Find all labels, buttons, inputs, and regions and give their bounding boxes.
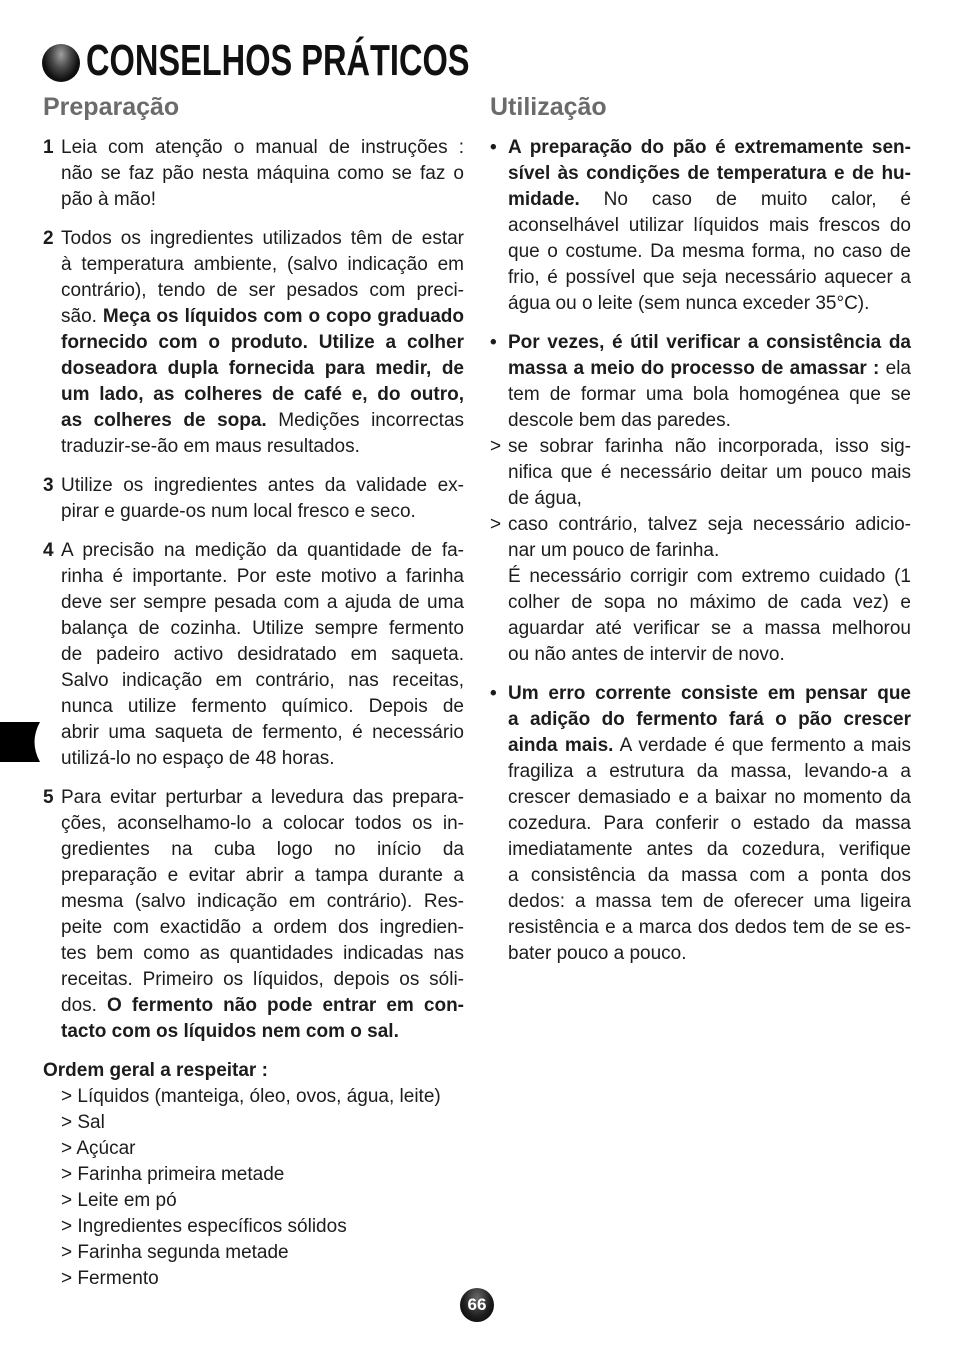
text-run: cozedura. Para conferir o estado da massa	[508, 813, 911, 834]
order-list-item: > Farinha segunda metade	[61, 1242, 289, 1263]
order-list-item: > Fermento	[61, 1268, 159, 1289]
text-run: traduzir-se-ão em maus resultados.	[61, 436, 360, 457]
sub-point	[490, 434, 911, 512]
numbered-step	[43, 135, 464, 213]
text-line	[61, 382, 464, 408]
step-number: 4	[43, 540, 54, 561]
step-number: 5	[43, 787, 54, 808]
text-line	[61, 330, 464, 356]
text-run: à temperatura ambiente, (salvo indicação em	[61, 254, 464, 275]
text-run: nar um pouco de farinha.	[508, 540, 720, 561]
preparation-heading: Preparação	[43, 93, 180, 121]
bold-text-run: Meça os líquidos com o copo graduado	[102, 306, 464, 327]
text-run: aconselhável utilizar líquidos mais frescos do	[508, 215, 911, 236]
text-line	[61, 863, 464, 889]
text-run: A precisão na medição da quantidade de fa-	[61, 540, 464, 561]
order-list-item: > Sal	[61, 1112, 105, 1133]
text-line	[61, 746, 464, 772]
text-line	[61, 499, 464, 525]
tip-bullet	[490, 330, 911, 668]
text-run: Leia com atenção o manual de instruções :	[61, 137, 464, 158]
order-heading: Ordem geral a respeitar :	[43, 1060, 268, 1081]
text-line	[61, 941, 464, 967]
preparation-steps	[43, 135, 464, 1045]
text-run: dedos: a massa tem de oferecer uma ligeira	[508, 891, 911, 912]
text-line	[61, 720, 464, 746]
text-run: nunca utilize fermento químico. Depois de	[61, 696, 464, 717]
text-run: receitas. Primeiro os líquidos, depois os sóli-	[61, 969, 464, 990]
bold-text-run: tacto com os líquidos nem com o sal.	[61, 1021, 399, 1042]
text-line	[508, 434, 911, 460]
text-run: crescer demasiado e a baixar no momento da	[508, 787, 911, 808]
bold-text-run: fornecido com o produto. Utilize a colher	[61, 332, 464, 353]
text-line	[61, 135, 464, 161]
text-line	[508, 265, 911, 291]
text-run: Para evitar perturbar a levedura das prepara-	[61, 787, 464, 808]
numbered-step	[43, 226, 464, 460]
text-line	[508, 642, 911, 668]
text-line	[508, 941, 911, 967]
blank-marker	[490, 564, 508, 590]
text-run: mesma (salvo indicação em contrário). Res-	[61, 891, 464, 912]
bold-text-run: ainda mais.	[508, 735, 614, 756]
text-line	[61, 161, 464, 187]
bold-text-run: doseadora dupla fornecida para medir, de	[61, 358, 464, 379]
text-run: fragiliza a estrutura da massa, levando-a a	[508, 761, 911, 782]
text-line	[508, 889, 911, 915]
text-line	[61, 694, 464, 720]
step-number: 1	[43, 137, 54, 158]
step-number: 3	[43, 475, 54, 496]
order-list-item: > Líquidos (manteiga, óleo, ovos, água, leite)	[61, 1086, 441, 1107]
text-line	[61, 187, 464, 213]
usage-heading: Utilização	[490, 93, 607, 121]
usage-column	[490, 135, 911, 980]
text-line	[508, 291, 911, 317]
text-run: são.	[61, 306, 103, 327]
text-line	[61, 590, 464, 616]
text-line	[508, 616, 911, 642]
sub-point	[490, 512, 911, 564]
order-list-item: > Leite em pó	[61, 1190, 177, 1211]
text-run: balança de cozinha. Utilize sempre fermento	[61, 618, 464, 639]
step-text	[61, 135, 464, 213]
text-line	[508, 356, 911, 382]
text-line	[61, 473, 464, 499]
text-run: de água,	[508, 488, 582, 509]
text-line	[61, 642, 464, 668]
tip-bullet	[490, 135, 911, 317]
text-run: se sobrar farinha não incorporada, isso sig-	[508, 436, 911, 457]
text-run: No caso de muito calor, é	[579, 189, 911, 210]
bold-text-run: A preparação do pão é extremamente sen-	[508, 137, 911, 158]
text-line	[508, 837, 911, 863]
text-run: tes bem como as quantidades indicadas nas	[61, 943, 464, 964]
text-line	[508, 759, 911, 785]
text-line	[508, 538, 911, 564]
text-line	[61, 811, 464, 837]
text-run: rinha é importante. Por este motivo a farinha	[61, 566, 464, 587]
tip-bullet	[490, 681, 911, 967]
bold-text-run: O fermento não pode entrar em con-	[106, 995, 464, 1016]
text-line	[61, 564, 464, 590]
text-run: nifica que é necessário deitar um pouco mais	[508, 462, 911, 483]
text-run: Todos os ingredientes utilizados têm de estar	[61, 228, 464, 249]
text-run: ela	[879, 358, 911, 379]
bold-text-run: midade.	[508, 189, 580, 210]
page-number-badge	[460, 1288, 494, 1322]
text-run: colher de sopa no máximo de cada vez) e	[508, 592, 911, 613]
text-run: a consistência da massa com a ponta dos	[508, 865, 911, 886]
text-run: pirar e guarde-os num local fresco e seco.	[61, 501, 416, 522]
text-line	[508, 915, 911, 941]
text-line	[508, 187, 911, 213]
text-line	[61, 252, 464, 278]
text-run: utilizá-lo no espaço de 48 horas.	[61, 748, 335, 769]
step-text	[61, 226, 464, 460]
text-line	[61, 538, 464, 564]
text-run: tem de formar uma bola homogénea que se	[508, 384, 911, 405]
bullet-marker: •	[490, 683, 497, 704]
round-bullet-icon	[42, 44, 80, 82]
text-line	[508, 213, 911, 239]
text-line	[508, 330, 911, 356]
text-run: frio, é possível que seja necessário aquecer a	[508, 267, 911, 288]
tip-text	[508, 135, 911, 317]
tip-text	[508, 512, 911, 564]
order-list-item: > Ingredientes específicos sólidos	[61, 1216, 347, 1237]
section-tab-icon	[0, 722, 40, 762]
text-line	[61, 889, 464, 915]
order-section	[43, 1058, 464, 1292]
text-line	[508, 135, 911, 161]
text-run: dos.	[61, 995, 107, 1016]
text-line	[61, 837, 464, 863]
tip-text	[508, 564, 911, 668]
bold-text-run: massa a meio do processo de amassar :	[508, 358, 880, 379]
text-run: Utilize os ingredientes antes da validade ex-	[61, 475, 464, 496]
bold-text-run: as colheres de sopa.	[61, 410, 267, 431]
text-run: Medições incorrectas	[266, 410, 465, 431]
continuation-text	[490, 564, 911, 668]
text-run: ou não antes de intervir de novo.	[508, 644, 785, 665]
page-title: CONSELHOS PRÁTICOS	[86, 36, 470, 85]
text-line	[61, 785, 464, 811]
bold-text-run: Um erro corrente consiste em pensar que	[508, 683, 911, 704]
text-run: ções, aconselhamo-lo a colocar todos os in-	[61, 813, 464, 834]
text-run: água ou o leite (sem nunca exceder 35°C).	[508, 293, 870, 314]
tip-text	[508, 434, 911, 512]
text-line	[61, 993, 464, 1019]
order-list	[43, 1084, 464, 1292]
numbered-step	[43, 785, 464, 1045]
bold-text-run: sível às condições de temperatura e de hu-	[508, 163, 911, 184]
text-line	[508, 590, 911, 616]
text-line	[508, 681, 911, 707]
text-line	[508, 707, 911, 733]
bullet-point	[490, 681, 911, 967]
text-line	[508, 486, 911, 512]
text-run: É necessário corrigir com extremo cuidado (1	[508, 566, 911, 587]
text-line	[508, 733, 911, 759]
text-run: aguardar até verificar se a massa melhorou	[508, 618, 911, 639]
preparation-column	[43, 135, 464, 1292]
numbered-step	[43, 538, 464, 772]
text-run: bater pouco a pouco.	[508, 943, 687, 964]
arrow-marker: >	[490, 436, 502, 457]
text-line	[61, 668, 464, 694]
text-line	[508, 460, 911, 486]
text-run: deve ser sempre pesada com a ajuda de uma	[61, 592, 464, 613]
bullet-point	[490, 330, 911, 434]
text-line	[61, 616, 464, 642]
text-line	[508, 785, 911, 811]
page-number: 66	[467, 1295, 487, 1314]
text-line	[508, 564, 911, 590]
text-line	[61, 408, 464, 434]
text-run: preparação e evitar abrir a tampa durante a	[61, 865, 464, 886]
text-line	[508, 512, 911, 538]
tip-text	[508, 330, 911, 434]
text-run: de padeiro activo desidratado em saqueta.	[61, 644, 464, 665]
text-run: Salvo indicação em contrário, nas receitas,	[61, 670, 464, 691]
text-line	[61, 304, 464, 330]
text-line	[508, 382, 911, 408]
text-run: contrário), tendo de ser pesados com preci-	[61, 280, 464, 301]
text-line	[61, 226, 464, 252]
text-run: que o costume. Da mesma forma, no caso de	[508, 241, 911, 262]
text-run: descole bem das paredes.	[508, 410, 731, 431]
tip-text	[508, 681, 911, 967]
text-line	[508, 239, 911, 265]
step-text	[61, 785, 464, 1045]
text-line	[61, 915, 464, 941]
text-line	[61, 356, 464, 382]
bold-text-run: um lado, as colheres de café e, do outro,	[61, 384, 464, 405]
bold-text-run: Por vezes, é útil verificar a consistência da	[508, 332, 911, 353]
order-list-item: > Farinha primeira metade	[61, 1164, 285, 1185]
text-run: A verdade é que fermento a mais	[613, 735, 911, 756]
text-run: caso contrário, talvez seja necessário adicio-	[508, 514, 911, 535]
bullet-marker: •	[490, 137, 497, 158]
text-run: peite com exactidão a ordem dos ingredien-	[61, 917, 464, 938]
text-line	[508, 161, 911, 187]
numbered-step	[43, 473, 464, 525]
text-run: abrir uma saqueta de fermento, é necessário	[61, 722, 464, 743]
text-line	[61, 278, 464, 304]
step-number: 2	[43, 228, 54, 249]
text-run: pão à mão!	[61, 189, 157, 210]
text-line	[508, 863, 911, 889]
text-line	[508, 811, 911, 837]
text-line	[61, 967, 464, 993]
arrow-marker: >	[490, 514, 502, 535]
text-run: não se faz pão nesta máquina como se faz o	[61, 163, 464, 184]
bullet-point	[490, 135, 911, 317]
bullet-marker: •	[490, 332, 497, 353]
text-run: imediatamente antes da cozedura, verifique	[508, 839, 911, 860]
text-line	[508, 408, 911, 434]
text-run: gredientes na cuba logo no início da	[61, 839, 464, 860]
bold-text-run: a adição do fermento fará o pão crescer	[508, 709, 911, 730]
text-line	[61, 1019, 464, 1045]
text-line	[61, 434, 464, 460]
step-text	[61, 473, 464, 525]
step-text	[61, 538, 464, 772]
order-list-item: > Açúcar	[61, 1138, 136, 1159]
text-run: resistência e a marca dos dedos tem de se es-	[508, 917, 911, 938]
